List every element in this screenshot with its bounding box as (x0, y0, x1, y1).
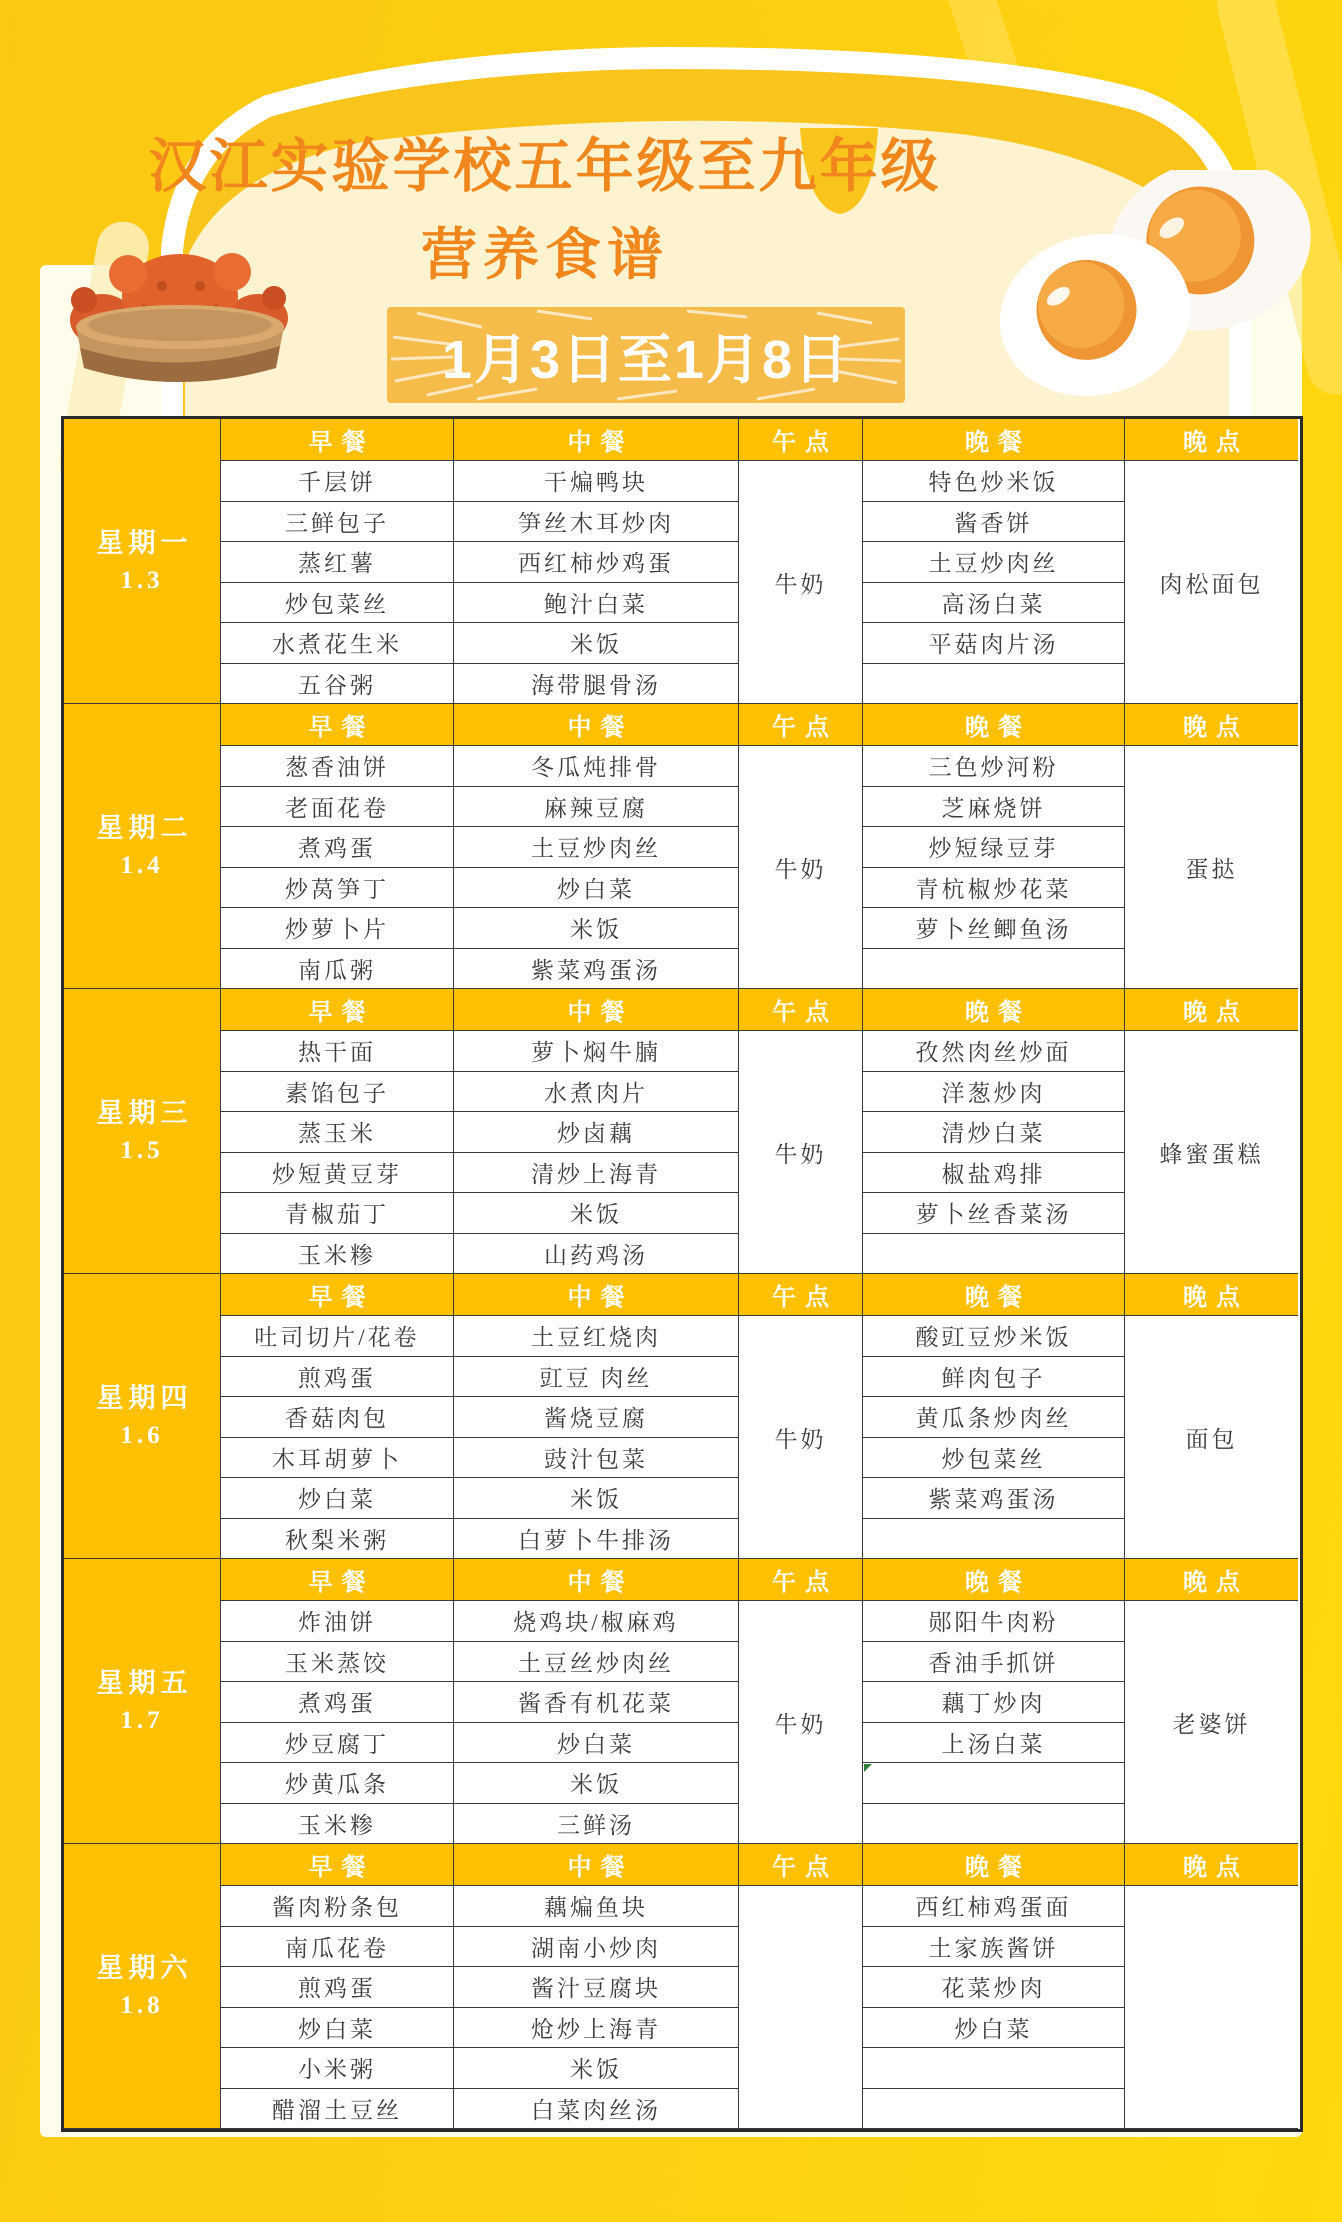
page-title-line1: 汉江实验学校五年级至九年级 (148, 134, 942, 199)
breakfast-item: 炸油饼 (221, 1601, 454, 1642)
lunch-item: 酱香有机花菜 (454, 1682, 739, 1723)
column-header-evening-snack: 晚点 (1125, 1844, 1298, 1886)
evening-snack-cell (1125, 1886, 1298, 2129)
dinner-item: 酸豇豆炒米饭 (863, 1316, 1125, 1357)
dinner-item: 香油手抓饼 (863, 1642, 1125, 1683)
lunch-item: 三鲜汤 (454, 1804, 739, 1845)
noon-snack-cell: 牛奶 (739, 1031, 863, 1274)
lunch-item: 冬瓜炖排骨 (454, 746, 739, 787)
lunch-item: 米饭 (454, 2048, 739, 2089)
column-header-noon-snack: 午点 (739, 989, 863, 1031)
dinner-item: 清炒白菜 (863, 1112, 1125, 1153)
dinner-item (863, 1763, 1125, 1804)
lunch-item: 炒白菜 (454, 1723, 739, 1764)
dinner-item: 平菇肉片汤 (863, 623, 1125, 664)
column-header-breakfast: 早餐 (221, 704, 454, 746)
day-label: 星期三 (96, 1098, 193, 1128)
breakfast-item: 南瓜花卷 (221, 1927, 454, 1968)
column-header-dinner: 晚餐 (863, 1844, 1125, 1886)
column-header-breakfast: 早餐 (221, 1559, 454, 1601)
evening-snack-cell: 蜂蜜蛋糕 (1125, 1031, 1298, 1274)
lunch-item: 紫菜鸡蛋汤 (454, 949, 739, 990)
lunch-item: 山药鸡汤 (454, 1234, 739, 1275)
dinner-item: 花菜炒肉 (863, 1967, 1125, 2008)
day-date: 1.5 (120, 1137, 164, 1164)
column-header-evening-snack: 晚点 (1125, 1559, 1298, 1601)
lunch-item: 酱烧豆腐 (454, 1397, 739, 1438)
column-header-dinner: 晚餐 (863, 1274, 1125, 1316)
breakfast-item: 玉米糁 (221, 1234, 454, 1275)
lunch-item: 炒卤藕 (454, 1112, 739, 1153)
breakfast-item: 玉米蒸饺 (221, 1642, 454, 1683)
column-header-breakfast: 早餐 (221, 419, 454, 461)
day-block (64, 419, 1300, 704)
column-header-evening-snack: 晚点 (1125, 1274, 1298, 1316)
breakfast-item: 酱肉粉条包 (221, 1886, 454, 1927)
lunch-item: 白菜肉丝汤 (454, 2089, 739, 2130)
day-label: 星期四 (96, 1383, 193, 1413)
evening-snack-cell: 蛋挞 (1125, 746, 1298, 989)
lunch-item: 米饭 (454, 1763, 739, 1804)
page-title-line2: 营养食谱 (421, 223, 669, 286)
lunch-item: 炝炒上海青 (454, 2008, 739, 2049)
day-header-cell (64, 419, 221, 704)
column-header-evening-snack: 晚点 (1125, 419, 1298, 461)
breakfast-item: 炒白菜 (221, 2008, 454, 2049)
dinner-item (863, 1804, 1125, 1845)
lunch-item: 麻辣豆腐 (454, 787, 739, 828)
evening-snack-cell: 肉松面包 (1125, 461, 1298, 704)
breakfast-item: 炒短黄豆芽 (221, 1153, 454, 1194)
lunch-item: 豇豆 肉丝 (454, 1357, 739, 1398)
fried-eggs-icon (960, 170, 1342, 400)
column-header-dinner: 晚餐 (863, 989, 1125, 1031)
dinner-item: 鲜肉包子 (863, 1357, 1125, 1398)
dinner-item: 西红柿鸡蛋面 (863, 1886, 1125, 1927)
dinner-item: 郧阳牛肉粉 (863, 1601, 1125, 1642)
noon-snack-cell: 牛奶 (739, 1601, 863, 1844)
breakfast-item: 水煮花生米 (221, 623, 454, 664)
lunch-item: 西红柿炒鸡蛋 (454, 542, 739, 583)
day-header-cell (64, 1274, 221, 1559)
dinner-item: 洋葱炒肉 (863, 1072, 1125, 1113)
day-block (64, 1844, 1300, 2129)
noon-snack-cell: 牛奶 (739, 1316, 863, 1559)
day-label: 星期六 (96, 1953, 193, 1983)
page-title (120, 130, 970, 290)
lunch-item: 烧鸡块/椒麻鸡 (454, 1601, 739, 1642)
lunch-item: 酱汁豆腐块 (454, 1967, 739, 2008)
noon-snack-cell: 牛奶 (739, 746, 863, 989)
lunch-item: 笋丝木耳炒肉 (454, 502, 739, 543)
breakfast-item: 炒萝卜片 (221, 908, 454, 949)
column-header-breakfast: 早餐 (221, 1844, 454, 1886)
breakfast-item: 煎鸡蛋 (221, 1357, 454, 1398)
dinner-item: 萝卜丝鲫鱼汤 (863, 908, 1125, 949)
dinner-item: 上汤白菜 (863, 1723, 1125, 1764)
column-header-evening-snack: 晚点 (1125, 704, 1298, 746)
breakfast-item: 千层饼 (221, 461, 454, 502)
day-block (64, 989, 1300, 1274)
dinner-item: 紫菜鸡蛋汤 (863, 1478, 1125, 1519)
dinner-item: 炒短绿豆芽 (863, 827, 1125, 868)
day-label: 星期一 (96, 528, 193, 558)
breakfast-item: 煮鸡蛋 (221, 1682, 454, 1723)
dinner-item: 特色炒米饭 (863, 461, 1125, 502)
dinner-item: 黄瓜条炒肉丝 (863, 1397, 1125, 1438)
lunch-item: 清炒上海青 (454, 1153, 739, 1194)
column-header-breakfast: 早餐 (221, 989, 454, 1031)
noon-snack-cell: 牛奶 (739, 461, 863, 704)
breakfast-item: 素馅包子 (221, 1072, 454, 1113)
column-header-noon-snack: 午点 (739, 1844, 863, 1886)
breakfast-item: 炒包菜丝 (221, 583, 454, 624)
evening-snack-cell: 老婆饼 (1125, 1601, 1298, 1844)
breakfast-item: 玉米糁 (221, 1804, 454, 1845)
dinner-item: 藕丁炒肉 (863, 1682, 1125, 1723)
dinner-item: 炒包菜丝 (863, 1438, 1125, 1479)
day-block (64, 704, 1300, 989)
breakfast-item: 三鲜包子 (221, 502, 454, 543)
lunch-item: 白萝卜牛排汤 (454, 1519, 739, 1560)
column-header-noon-snack: 午点 (739, 1559, 863, 1601)
date-badge-text: 1月3日至1月8日 (441, 329, 851, 390)
breakfast-item: 南瓜粥 (221, 949, 454, 990)
breakfast-item: 蒸红薯 (221, 542, 454, 583)
breakfast-item: 吐司切片/花卷 (221, 1316, 454, 1357)
column-header-evening-snack: 晚点 (1125, 989, 1298, 1031)
column-header-lunch: 中餐 (454, 704, 739, 746)
date-badge (387, 307, 905, 403)
lunch-item: 土豆丝炒肉丝 (454, 1642, 739, 1683)
column-header-noon-snack: 午点 (739, 419, 863, 461)
evening-snack-cell: 面包 (1125, 1316, 1298, 1559)
breakfast-item: 热干面 (221, 1031, 454, 1072)
lunch-item: 豉汁包菜 (454, 1438, 739, 1479)
day-date: 1.3 (120, 567, 164, 594)
day-date: 1.8 (120, 1992, 164, 2019)
dinner-item: 青杭椒炒花菜 (863, 868, 1125, 909)
dinner-item (863, 664, 1125, 705)
breakfast-item: 秋梨米粥 (221, 1519, 454, 1560)
menu-table (61, 416, 1303, 2132)
lunch-item: 藕煸鱼块 (454, 1886, 739, 1927)
lunch-item: 土豆红烧肉 (454, 1316, 739, 1357)
breakfast-item: 炒黄瓜条 (221, 1763, 454, 1804)
breakfast-item: 葱香油饼 (221, 746, 454, 787)
dinner-item (863, 2048, 1125, 2089)
column-header-dinner: 晚餐 (863, 1559, 1125, 1601)
day-block (64, 1559, 1300, 1844)
breakfast-item: 煎鸡蛋 (221, 1967, 454, 2008)
breakfast-item: 五谷粥 (221, 664, 454, 705)
dinner-item: 芝麻烧饼 (863, 787, 1125, 828)
breakfast-item: 老面花卷 (221, 787, 454, 828)
breakfast-item: 醋溜土豆丝 (221, 2089, 454, 2130)
day-header-cell (64, 1559, 221, 1844)
dinner-item: 三色炒河粉 (863, 746, 1125, 787)
breakfast-item: 炒白菜 (221, 1478, 454, 1519)
lunch-item: 海带腿骨汤 (454, 664, 739, 705)
day-header-cell (64, 704, 221, 989)
dinner-item (863, 1519, 1125, 1560)
noon-snack-cell (739, 1886, 863, 2129)
breakfast-item: 煮鸡蛋 (221, 827, 454, 868)
breakfast-item: 木耳胡萝卜 (221, 1438, 454, 1479)
dinner-item: 孜然肉丝炒面 (863, 1031, 1125, 1072)
lunch-item: 米饭 (454, 1193, 739, 1234)
breakfast-item: 炒莴笋丁 (221, 868, 454, 909)
breakfast-item: 炒豆腐丁 (221, 1723, 454, 1764)
breakfast-item: 青椒茄丁 (221, 1193, 454, 1234)
dinner-item: 炒白菜 (863, 2008, 1125, 2049)
lunch-item: 米饭 (454, 908, 739, 949)
day-header-cell (64, 989, 221, 1274)
lunch-item: 干煸鸭块 (454, 461, 739, 502)
day-date: 1.7 (120, 1707, 164, 1734)
day-label: 星期五 (96, 1668, 193, 1698)
day-label: 星期二 (96, 813, 193, 843)
dinner-item: 土家族酱饼 (863, 1927, 1125, 1968)
lunch-item: 土豆炒肉丝 (454, 827, 739, 868)
column-header-dinner: 晚餐 (863, 419, 1125, 461)
lunch-item: 米饭 (454, 1478, 739, 1519)
column-header-lunch: 中餐 (454, 989, 739, 1031)
lunch-item: 炒白菜 (454, 868, 739, 909)
day-block (64, 1274, 1300, 1559)
lunch-item: 萝卜焖牛腩 (454, 1031, 739, 1072)
day-date: 1.6 (120, 1422, 164, 1449)
day-date: 1.4 (120, 852, 164, 879)
breakfast-item: 蒸玉米 (221, 1112, 454, 1153)
column-header-lunch: 中餐 (454, 1274, 739, 1316)
dinner-item: 椒盐鸡排 (863, 1153, 1125, 1194)
dinner-item (863, 949, 1125, 990)
column-header-breakfast: 早餐 (221, 1274, 454, 1316)
column-header-lunch: 中餐 (454, 419, 739, 461)
breakfast-item: 香菇肉包 (221, 1397, 454, 1438)
lunch-item: 米饭 (454, 623, 739, 664)
column-header-lunch: 中餐 (454, 1559, 739, 1601)
dinner-item (863, 1234, 1125, 1275)
dinner-item: 萝卜丝香菜汤 (863, 1193, 1125, 1234)
column-header-noon-snack: 午点 (739, 704, 863, 746)
lunch-item: 水煮肉片 (454, 1072, 739, 1113)
breakfast-item: 小米粥 (221, 2048, 454, 2089)
lunch-item: 湖南小炒肉 (454, 1927, 739, 1968)
lunch-item: 鲍汁白菜 (454, 583, 739, 624)
dinner-item: 土豆炒肉丝 (863, 542, 1125, 583)
dinner-item: 酱香饼 (863, 502, 1125, 543)
column-header-lunch: 中餐 (454, 1844, 739, 1886)
column-header-noon-snack: 午点 (739, 1274, 863, 1316)
column-header-dinner: 晚餐 (863, 704, 1125, 746)
day-header-cell (64, 1844, 221, 2129)
dinner-item: 高汤白菜 (863, 583, 1125, 624)
dinner-item (863, 2089, 1125, 2130)
